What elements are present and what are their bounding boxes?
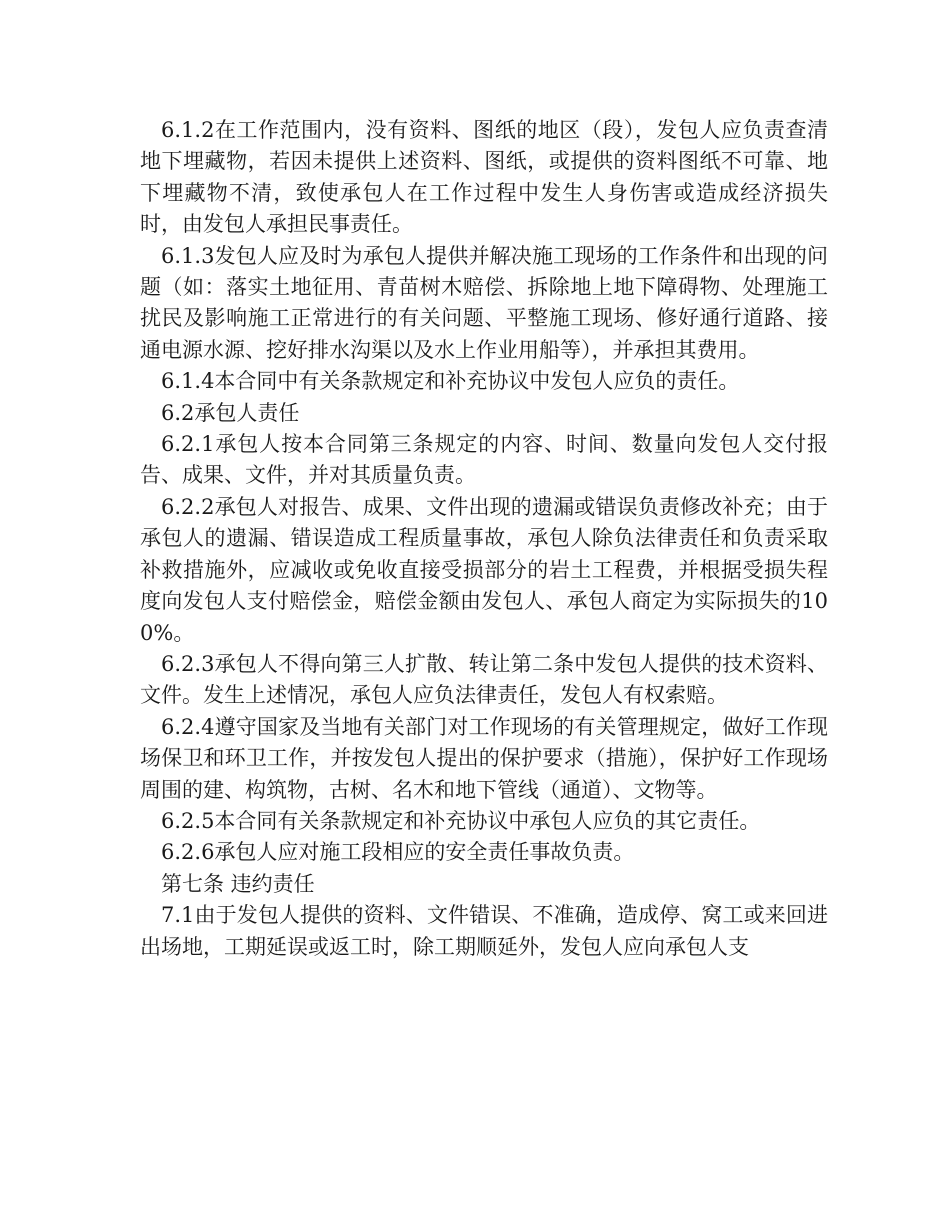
paragraph-6-2-3: 6.2.3承包人不得向第三人扩散、转让第二条中发包人提供的技术资料、文件。发生上述情况，承包人应负法律责任，发包人有权索赔。 [140, 651, 828, 708]
section-heading-6-2: 6.2承包人责任 [161, 400, 300, 425]
paragraph-6-2-4: 6.2.4遵守国家及当地有关部门对工作现场的有关管理规定，做好工作现场保卫和环卫工作，并按发包人提出的保护要求（措施），保护好工作现场周围的建、构筑物，古树、名木和地下管线（通道）、文物等。 [140, 714, 828, 802]
paragraph-6-1-4: 6.1.4本合同中有关条款规定和补充协议中发包人应负的责任。 [161, 369, 740, 394]
paragraph-6-2-5: 6.2.5本合同有关条款规定和补充协议中承包人应负的其它责任。 [161, 808, 761, 833]
document-body [140, 115, 828, 963]
article-heading-7: 第七条 违约责任 [161, 871, 315, 896]
paragraph-7-1: 7.1由于发包人提供的资料、文件错误、不准确，造成停、窝工或来回进出场地，工期延误或返工时，除工期顺延外，发包人应向承包人支 [140, 903, 828, 959]
paragraph-6-1-2: 6.1.2在工作范围内，没有资料、图纸的地区（段），发包人应负责查清地下埋藏物，若因未提供上述资料、图纸，或提供的资料图纸不可靠、地下埋藏物不清，致使承包人在工作过程中发生人身伤害或造成经济损失时，由发包人承担民事责任。 [140, 118, 828, 237]
paragraph-6-2-6: 6.2.6承包人应对施工段相应的安全责任事故负责。 [161, 840, 635, 865]
paragraph-6-2-1: 6.2.1承包人按本合同第三条规定的内容、时间、数量向发包人交付报告、成果、文件，并对其质量负责。 [140, 432, 828, 488]
paragraph-6-1-3: 6.1.3发包人应及时为承包人提供并解决施工现场的工作条件和出现的问题（如：落实土地征用、青苗树木赔偿、拆除地上地下障碍物、处理施工扰民及影响施工正常进行的有关问题、平整施工现场、修好通行道路、接通电源水源、挖好排水沟渠以及水上作业用船等），并承担其费用。 [140, 243, 828, 362]
paragraph-6-2-2: 6.2.2承包人对报告、成果、文件出现的遗漏或错误负责修改补充；由于承包人的遗漏、错误造成工程质量事故，承包人除负法律责任和负责采取补救措施外，应减收或免收直接受损部分的岩土工程费，并根据受损失程度向发包人支付赔偿金，赔偿金额由发包人、承包人商定为实际损失的100%。 [140, 494, 828, 645]
